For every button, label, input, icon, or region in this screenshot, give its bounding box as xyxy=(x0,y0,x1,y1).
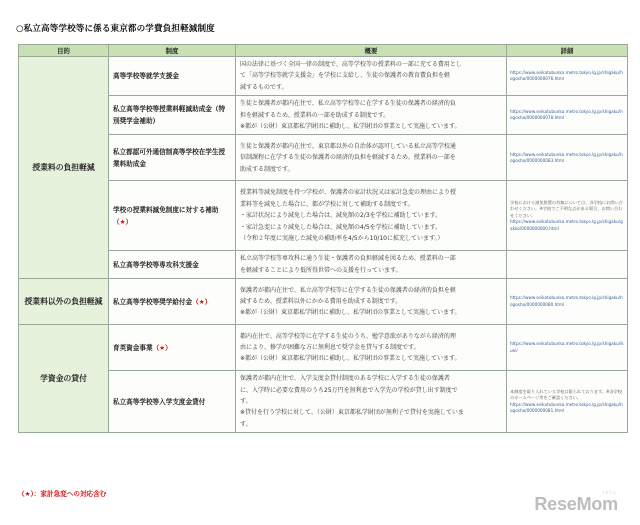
overview-line: て「高等学校等就学支援金」を学校に支給し、生徒の保護者の教育費負担を軽 xyxy=(240,72,451,80)
system-cell xyxy=(109,57,236,96)
overview-cell xyxy=(236,325,507,371)
purpose-cell: 学資金の貸付 xyxy=(19,325,109,433)
overview-line: 信制課程に在学する生徒の保護者の経済的負担を軽減するため、授業料の一部を xyxy=(240,154,456,162)
overview-line: 生徒と保護者が都内在住で、東京都以外の自治体が認可している私立高等学校通 xyxy=(240,142,456,150)
detail-cell xyxy=(507,325,628,371)
detail-link[interactable]: https://www.seikatubunka.metro.tokyo.lg.jp/shigaku/hogosha/0000000080.html xyxy=(510,295,623,307)
overview-cell xyxy=(236,181,507,251)
header-detail: 詳細 xyxy=(507,45,628,57)
detail-cell xyxy=(507,181,628,251)
table-row xyxy=(19,279,628,325)
system-cell xyxy=(109,325,236,371)
system-name: 私立高等学校等奨学給付金 xyxy=(113,297,193,306)
system-name: 育英資金事業 xyxy=(113,343,153,352)
table-row xyxy=(19,96,628,135)
emergency-mark: （★） xyxy=(152,343,172,352)
logo-text: ReseMom xyxy=(534,494,618,514)
overview-line: 業料等を減免した場合に、都が学校に対して補助する制度です。 xyxy=(240,200,414,208)
table-row xyxy=(19,325,628,371)
system-cell xyxy=(109,135,236,181)
page-title: ○私立高等学校等に係る東京都の学費負担軽減制度 xyxy=(16,24,215,34)
header-system: 制度 xyxy=(109,45,236,57)
overview-cell xyxy=(236,135,507,181)
resemom-logo xyxy=(534,490,618,515)
system-cell xyxy=(109,251,236,279)
overview-line: 私立高等学校等専攻科に通う生徒・保護者の負担軽減を図るため、授業料の一部 xyxy=(240,255,456,263)
system-cell xyxy=(109,181,236,251)
detail-cell xyxy=(507,371,628,433)
detail-link[interactable]: https://www.seikatubunka.metro.tokyo.lg.jp/shigaku/hogosha/0000000078.html xyxy=(510,108,623,121)
system-name: 私立都認可外通信制高等学校在学生授業料助成金 xyxy=(113,147,226,168)
detail-note: 学校における減免措置の有無については、各学校にお問い合わせください。※学校でご不明な点がある場合、お問い合わせください。 xyxy=(510,199,623,218)
overview-line: ・家計状況により減免した場合は、減免額の2/3を学校に補助しています。 xyxy=(240,212,442,220)
logo-ruby: リセマム xyxy=(600,490,616,495)
footnote-text: （★）：家計急変への対応含む xyxy=(18,490,107,498)
detail-link[interactable]: https://www.seikatubunka.metro.tokyo.lg.jp/shigaku/gakko/0000000000.html xyxy=(510,219,623,231)
overview-line: ※都が（公財）東京都私学財団に補助し、私学財団の事業として実施しています。 xyxy=(240,309,461,317)
system-cell xyxy=(109,96,236,135)
table-row xyxy=(19,57,628,96)
detail-link[interactable]: https://www.seikatubunka.metro.tokyo.lg.jp/shigaku/hogosha/0000000083.html xyxy=(510,151,623,163)
footnote xyxy=(18,488,106,498)
system-name: 私立高等学校等入学支度金貸付 xyxy=(113,397,206,406)
overview-line: 由により、修学が困難な方に無利息で奨学金を貸与する制度です。 xyxy=(240,344,420,352)
overview-line: す。 xyxy=(240,398,252,406)
overview-cell xyxy=(236,251,507,279)
overview-cell xyxy=(236,371,507,433)
overview-line: （令和２年度に実施した減免の補助率を4/5から10/10に拡充しています。） xyxy=(240,235,444,243)
system-name: 私立高等学校等専攻科支援金 xyxy=(113,260,199,269)
detail-link[interactable]: https://www.seikatubunka.metro.tokyo.lg.jp/shigaku/ikuei/ xyxy=(510,341,624,353)
table-row xyxy=(19,135,628,181)
detail-note: 本制度を取り入れている学校は限られております。※各学校のホームページ等をご確認ください。 xyxy=(510,388,623,401)
system-cell xyxy=(109,279,236,325)
overview-line: 生徒と保護者が都内在住で、私立高等学校等に在学する生徒の保護者の経済的負 xyxy=(240,100,456,108)
overview-line: 減するものです。 xyxy=(240,83,288,91)
overview-line: に、入学時に必要な費用のうち25万円を無利息で入学先の学校が貸し出す制度で xyxy=(240,386,458,394)
system-name: 学校の授業料減免制度に対する補助 xyxy=(113,205,219,214)
table-header-row xyxy=(19,45,628,57)
detail-cell xyxy=(507,57,628,96)
overview-line: 担を軽減するため、授業料の一部を助成する制度です。 xyxy=(240,111,390,119)
overview-line: 都内在住で、高等学校等に在学する生徒のうち、勉学意欲がありながら経済的理 xyxy=(240,332,456,340)
overview-cell xyxy=(236,279,507,325)
overview-line: ・家計急変により減免した場合は、減免額の4/5を学校に補助しています。 xyxy=(240,223,442,231)
table-row xyxy=(19,181,628,251)
overview-line: 国の法律に基づく全国一律の制度で、高等学校等の授業料の一部に充てる費用とし xyxy=(240,61,462,68)
header-purpose: 目的 xyxy=(19,45,109,57)
subsidy-table xyxy=(18,44,628,433)
overview-line: 助成する制度です。 xyxy=(240,165,294,173)
detail-cell xyxy=(507,251,628,279)
overview-line: 授業料等減免制度を持つ学校が、保護者の家計状況又は家計急変の理由により授 xyxy=(240,189,457,197)
overview-cell xyxy=(236,57,507,96)
detail-cell xyxy=(507,96,628,135)
overview-line: ※貸付を行う学校に対して、（公財）東京都私学財団が無利子で貸付を実施していま xyxy=(240,409,464,417)
overview-line: を軽減することにより低所得世帯への支援を行っています。 xyxy=(240,266,402,274)
header-overview: 概要 xyxy=(236,45,507,57)
table-row xyxy=(19,251,628,279)
system-name: 高等学校等就学支援金 xyxy=(113,72,179,81)
overview-line: 減するため、授業料以外にかかる費用を助成する制度です。 xyxy=(240,298,402,306)
emergency-mark: （★） xyxy=(192,297,212,306)
detail-link[interactable]: https://www.seikatubunka.metro.tokyo.lg.jp/shigaku/hogosha/0000000081.html xyxy=(510,401,623,414)
system-name: 私立高等学校等授業料軽減助成金（特別奨学金補助） xyxy=(113,105,226,126)
overview-line: す。 xyxy=(240,420,252,428)
detail-cell xyxy=(507,135,628,181)
overview-cell xyxy=(236,96,507,135)
overview-line: 保護者が都内在住で、入学支度金貸付制度のある学校に入学する生徒の保護者 xyxy=(240,375,450,383)
detail-cell xyxy=(507,279,628,325)
table-row xyxy=(19,371,628,433)
overview-line: ※都が（公財）東京都私学財団に補助し、私学財団の事業として実施しています。 xyxy=(240,123,461,131)
system-cell xyxy=(109,371,236,433)
overview-line: 保護者が都内在住で、私立高等学校等に在学する生徒の保護者の経済的負担を軽 xyxy=(240,286,456,294)
purpose-cell: 授業料の負担軽減 xyxy=(19,57,109,279)
purpose-cell: 授業料以外の負担軽減 xyxy=(19,279,109,325)
emergency-mark: （★） xyxy=(113,217,133,226)
overview-line: ※都が（公財）東京都私学財団に補助し、私学財団の事業として実施しています。 xyxy=(240,355,461,363)
detail-link[interactable]: https://www.seikatubunka.metro.tokyo.lg.jp/shigaku/hogosha/0000000076.html xyxy=(510,69,623,82)
